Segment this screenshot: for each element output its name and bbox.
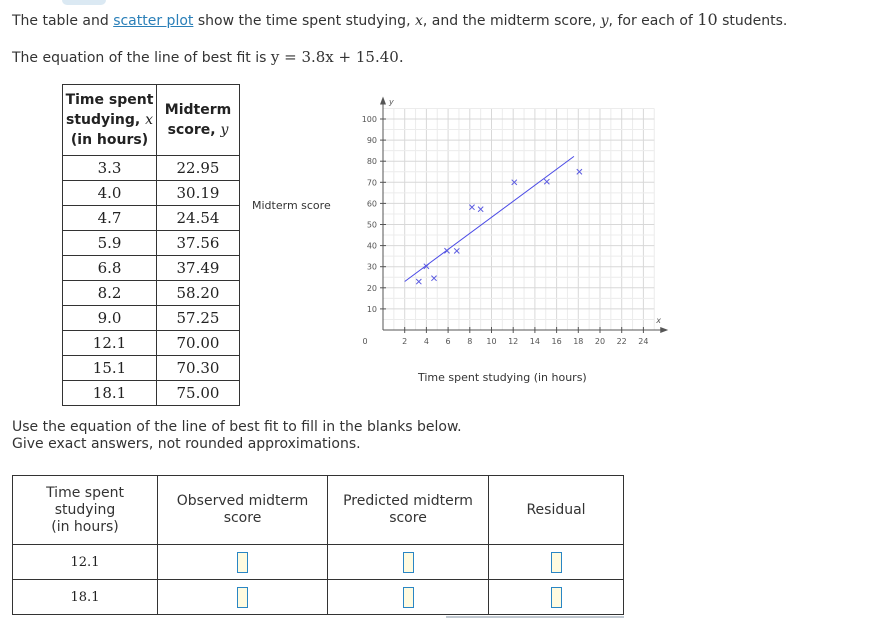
cell-x: 3.3 (63, 156, 157, 181)
answer-row-1-observed-cell (158, 545, 328, 580)
table-row (63, 306, 240, 331)
scatter-plot (232, 90, 672, 390)
answer-row (13, 545, 624, 580)
table-row (63, 231, 240, 256)
x-tick-label: 22 (616, 337, 627, 346)
instruction-line-2: Give exact answers, not rounded approximations. (12, 436, 361, 452)
student-count: 10 (697, 10, 718, 29)
answer-header-residual (489, 476, 624, 545)
header-x-line1: Time spent (65, 92, 154, 108)
answer-header-residual-l1: Residual (526, 501, 586, 518)
header-time-spent (63, 85, 157, 156)
predicted-input-2[interactable] (403, 587, 414, 608)
y-tick-label: 90 (366, 136, 377, 146)
y-tick-label: 60 (366, 199, 377, 209)
answer-header-observed-l2: score (223, 510, 262, 526)
x-tick-label: 18 (573, 337, 584, 346)
y-tick-label: 30 (366, 262, 377, 272)
x-tick-label: 2 (402, 337, 408, 346)
data-table (62, 84, 240, 406)
cell-y: 70.30 (157, 356, 240, 381)
table-row (63, 256, 240, 281)
cell-x: 18.1 (63, 381, 157, 406)
cell-y: 57.25 (157, 306, 240, 331)
line-of-best-fit (405, 156, 574, 281)
table-row (63, 381, 240, 406)
cell-y: 75.00 (157, 381, 240, 406)
x-tick-label: 16 (551, 337, 562, 346)
cell-x: 15.1 (63, 356, 157, 381)
answer-header-time-l3: (in hours) (51, 518, 119, 535)
y-axis-symbol: y (389, 97, 394, 107)
cell-x: 6.8 (63, 256, 157, 281)
table-row (63, 181, 240, 206)
table-row (63, 156, 240, 181)
observed-input-1[interactable] (237, 552, 248, 573)
answer-header-predicted-l2: score (389, 510, 427, 526)
answer-header-time-l2: studying (54, 501, 116, 518)
x-tick-label: 8 (467, 337, 473, 346)
cell-y: 24.54 (157, 206, 240, 231)
answer-row-1-residual-cell (489, 545, 624, 580)
answer-row-1-x: 12.1 (13, 545, 158, 580)
cell-y: 22.95 (157, 156, 240, 181)
cell-y: 37.49 (157, 256, 240, 281)
header-y-line1: Midterm (164, 102, 232, 118)
y-tick-label: 80 (366, 157, 377, 167)
intro-suffix-b: , and the midterm score, (422, 13, 601, 29)
x-axis-label: Time spent studying (in hours) (418, 371, 587, 384)
origin-label: 0 (362, 337, 368, 346)
cell-x: 9.0 (63, 306, 157, 331)
equation-formula: y = 3.8x + 15.40. (270, 48, 404, 66)
answer-header-predicted-l1: Predicted midterm (343, 493, 473, 509)
top-tab-indicator (62, 0, 106, 5)
x-tick-label: 4 (423, 337, 429, 346)
cell-y: 58.20 (157, 281, 240, 306)
answer-header-predicted (328, 476, 489, 545)
answer-header-time (13, 476, 158, 545)
residual-input-1[interactable] (551, 552, 562, 573)
equation-text (12, 48, 404, 66)
table-row (63, 281, 240, 306)
y-axis-label: Midterm score (252, 199, 331, 212)
y-tick-label: 70 (366, 178, 377, 188)
answer-row-2-residual-cell (489, 580, 624, 615)
data-point (444, 248, 449, 253)
table-row (63, 331, 240, 356)
x-axis-arrow (660, 327, 668, 333)
intro-suffix-d: students. (717, 13, 788, 29)
answer-header-observed (158, 476, 328, 545)
y-axis-arrow (380, 96, 386, 104)
equation-prefix: The equation of the line of best fit is (12, 50, 271, 66)
cell-y: 70.00 (157, 331, 240, 356)
x-tick-label: 6 (445, 337, 451, 346)
answer-row-2-observed-cell (158, 580, 328, 615)
instruction-line-1: Use the equation of the line of best fit to fill in the blanks below. (12, 419, 462, 435)
answer-row-2-x: 18.1 (13, 580, 158, 615)
x-axis-symbol: x (656, 316, 661, 325)
x-tick-label: 12 (508, 337, 519, 346)
cell-x: 4.7 (63, 206, 157, 231)
predicted-input-1[interactable] (403, 552, 414, 573)
cell-x: 5.9 (63, 231, 157, 256)
residual-input-2[interactable] (551, 587, 562, 608)
y-tick-label: 40 (366, 241, 377, 251)
x-tick-label: 24 (638, 337, 649, 346)
cell-x: 8.2 (63, 281, 157, 306)
intro-suffix-a: show the time spent studying, (193, 13, 415, 29)
cell-y: 30.19 (157, 181, 240, 206)
observed-input-2[interactable] (237, 587, 248, 608)
answer-table (12, 475, 624, 615)
header-midterm-score (157, 85, 240, 156)
answer-row (13, 580, 624, 615)
answer-row-1-predicted-cell (328, 545, 489, 580)
instructions (12, 419, 462, 453)
data-point (416, 279, 421, 284)
answer-header-time-l1: Time spent (46, 484, 124, 501)
data-point (431, 276, 436, 281)
data-point (544, 179, 549, 184)
cell-x: 12.1 (63, 331, 157, 356)
y-tick-label: 10 (366, 304, 377, 314)
cell-y: 37.56 (157, 231, 240, 256)
intro-prefix: The table and (12, 13, 114, 29)
y-tick-label: 100 (361, 115, 377, 124)
var-x: x (414, 13, 423, 29)
var-y: y (600, 13, 609, 29)
x-tick-label: 20 (594, 337, 606, 346)
answer-row-2-predicted-cell (328, 580, 489, 615)
header-y-line2: score, y (167, 122, 229, 138)
header-x-line3: (in hours) (70, 132, 149, 148)
answer-header-observed-l1: Observed midterm (176, 493, 309, 509)
y-tick-label: 20 (366, 283, 377, 293)
header-x-line2: studying, x (65, 112, 154, 128)
scatter-plot-link[interactable]: scatter plot (113, 13, 194, 29)
table-row (63, 206, 240, 231)
data-rows (63, 156, 240, 406)
intro-text (12, 10, 787, 29)
table-row (63, 356, 240, 381)
intro-suffix-c: , for each of (608, 13, 698, 29)
cell-x: 4.0 (63, 181, 157, 206)
x-tick-label: 14 (529, 337, 540, 346)
x-tick-label: 10 (486, 337, 497, 346)
y-tick-label: 50 (366, 220, 377, 230)
